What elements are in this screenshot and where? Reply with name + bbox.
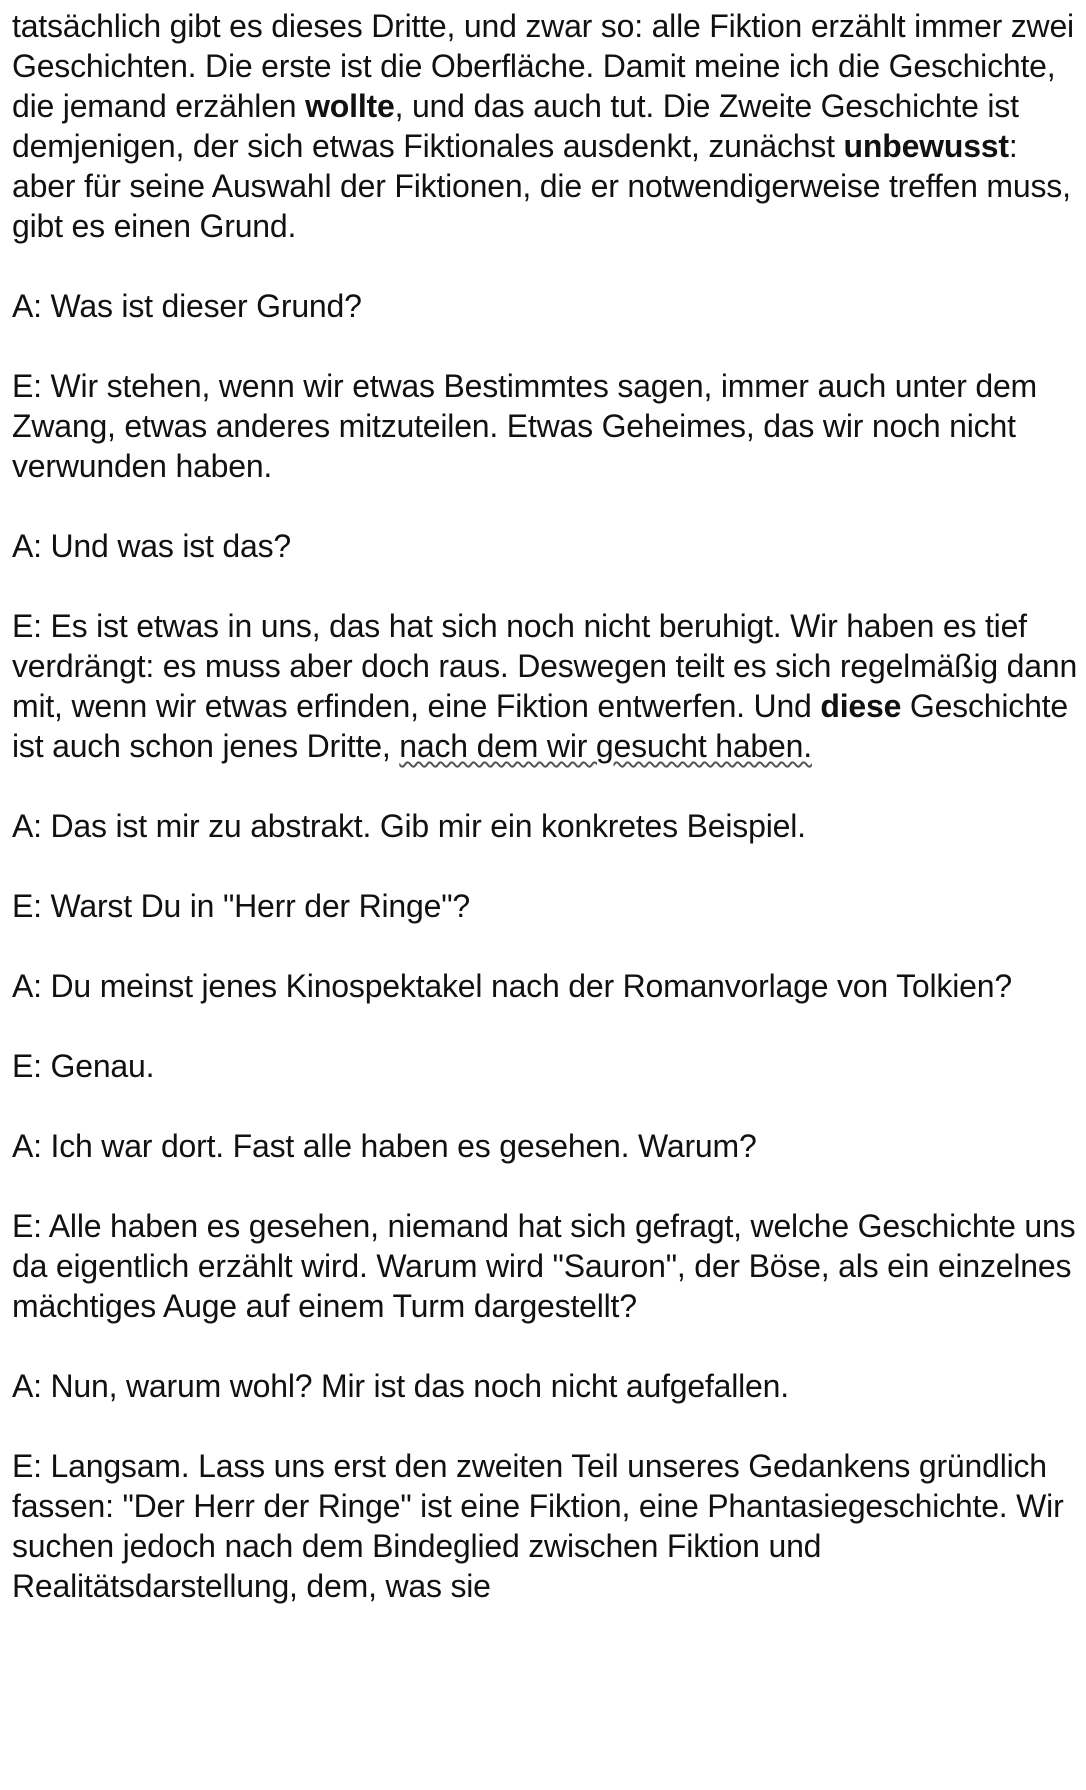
dialogue-line xyxy=(12,606,1078,766)
dialogue-line xyxy=(12,1206,1078,1326)
dialogue-line xyxy=(12,1446,1078,1606)
text-segment: A: Was ist dieser Grund? xyxy=(12,288,362,324)
text-segment: E: Langsam. Lass uns erst den zweiten Teil unseres Gedankens gründlich fassen: "Der Herr der Ringe" ist eine Fiktion, eine Phantasiegeschichte. Wir suchen jedoch nach dem Bindeglied zwischen Fiktion und Realitätsdarstellung, dem, was sie xyxy=(12,1448,1064,1604)
text-segment: A: Und was ist das? xyxy=(12,528,291,564)
text-segment: E: Genau. xyxy=(12,1048,155,1084)
dialogue-line xyxy=(12,886,1078,926)
dialogue-line xyxy=(12,806,1078,846)
document-page xyxy=(12,6,1078,1606)
text-segment: E: Warst Du in "Herr der Ringe"? xyxy=(12,888,470,924)
text-segment: E: Es ist etwas in uns, das hat sich noch nicht beruhigt. Wir haben es tief verdrängt: es muss aber doch raus. Deswegen teilt es sich regelmäßig dann mit, wenn wir etwas erfinden, eine Fiktion entwerfen. Und xyxy=(12,608,1078,724)
text-segment: E: Alle haben es gesehen, niemand hat sich gefragt, welche Geschichte uns da eigentlich erzählt wird. Warum wird "Sauron", der Böse, als ein einzelnes mächtiges Auge auf einem Turm dargestellt? xyxy=(12,1208,1076,1324)
dialogue-line xyxy=(12,966,1078,1006)
squiggle-underlined-text: nach dem wir gesucht haben. xyxy=(399,728,812,764)
dialogue-line xyxy=(12,366,1078,486)
bold-word: diese xyxy=(820,688,902,724)
dialogue-line xyxy=(12,1126,1078,1166)
text-segment: Geschichte ist auch schon jenes Dritte, xyxy=(12,688,1068,764)
text-segment: A: Ich war dort. Fast alle haben es gesehen. Warum? xyxy=(12,1128,757,1164)
bold-word: wollte xyxy=(305,88,395,124)
text-segment: , und das auch tut. Die Zweite Geschichte ist demjenigen, der sich etwas Fiktionales ausdenkt, zunächst xyxy=(12,88,1019,164)
text-segment: : aber für seine Auswahl der Fiktionen, die er notwendigerweise treffen muss, gibt es einen Grund. xyxy=(12,128,1071,244)
dialogue-line xyxy=(12,526,1078,566)
text-segment: A: Das ist mir zu abstrakt. Gib mir ein konkretes Beispiel. xyxy=(12,808,806,844)
dialogue-line xyxy=(12,1366,1078,1406)
text-segment: tatsächlich gibt es dieses Dritte, und zwar so: alle Fiktion erzählt immer zwei Geschichten. Die erste ist die Oberfläche. Damit meine ich die Geschichte, die jemand erzählen xyxy=(12,8,1074,124)
dialogue-line xyxy=(12,286,1078,326)
text-segment: A: Du meinst jenes Kinospektakel nach der Romanvorlage von Tolkien? xyxy=(12,968,1012,1004)
text-segment: E: Wir stehen, wenn wir etwas Bestimmtes sagen, immer auch unter dem Zwang, etwas anderes mitzuteilen. Etwas Geheimes, das wir noch nicht verwunden haben. xyxy=(12,368,1038,484)
paragraph-intro xyxy=(12,6,1078,246)
dialogue-line xyxy=(12,1046,1078,1086)
bold-word: unbewusst xyxy=(843,128,1009,164)
text-segment: A: Nun, warum wohl? Mir ist das noch nicht aufgefallen. xyxy=(12,1368,789,1404)
